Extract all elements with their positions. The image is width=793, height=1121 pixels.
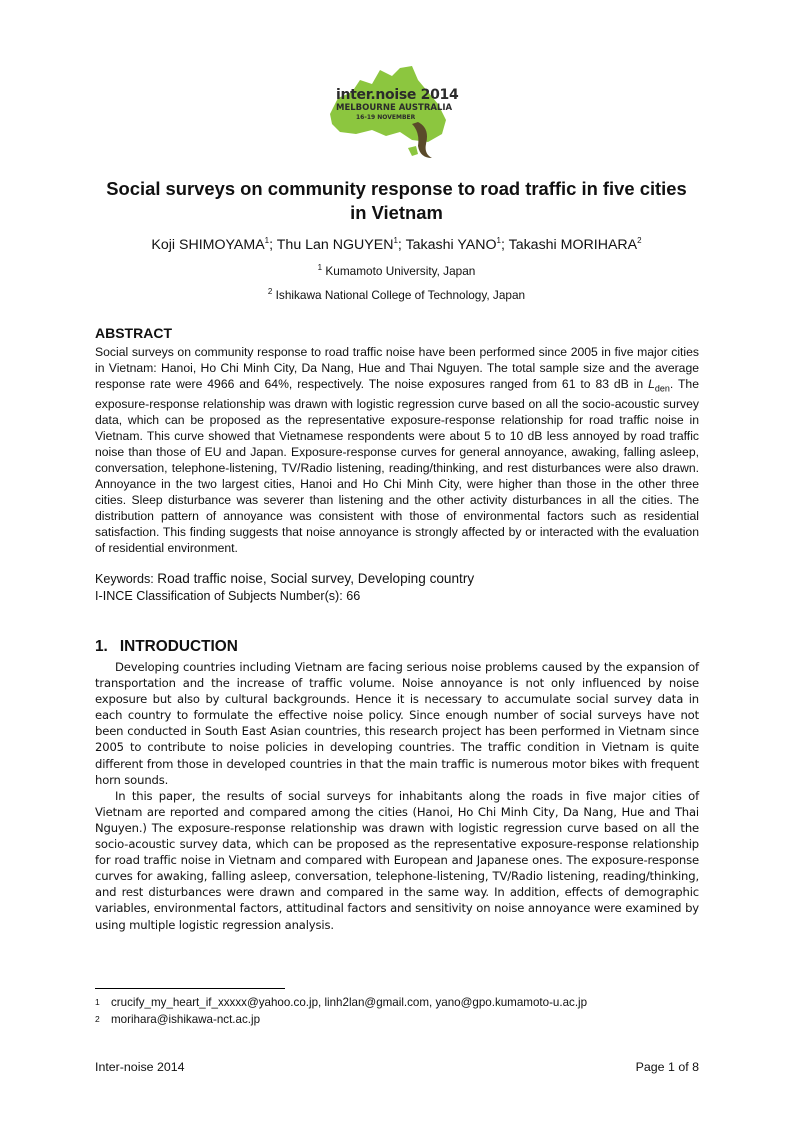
section-title: INTRODUCTION [119,638,238,655]
logo-city: MELBOURNE AUSTRALIA [336,103,453,113]
affiliation-number: 2 [267,287,273,296]
footnote-mark: 2 [95,1014,100,1024]
logo-dates: 16-19 NOVEMBER [356,114,416,121]
author-list: Koji SHIMOYAMA$^1$; Thu Lan NGUYEN$^1$; Takashi YANO$^1$; Takashi MORIHARA$^2$ [151,236,642,253]
paragraph: Developing countries including Vietnam are facing serious noise problems caused by the expansion of transportation and the increase of traffic volume. Noise annoyance is not only influenced by noise exposure but also by cultural backgrounds. Hence it is necessary to accumulate social survey data in each country to formulate the effective noise policy. Since enough number of social surveys have not been conducted in South East Asian countries, this research project has been performed in Vietnam since 2005 to contribute to noise policies in developing countries. The traffic condition in Vietnam is quite different from those in developed countries in that the main traffic is numerous motor bikes with frequent horn sounds. [95,660,699,787]
footnote-mark: 1 [95,997,100,1007]
footnote-2 [95,1012,715,1027]
classification: I-INCE Classification of Subjects Number(s): 66 [95,589,361,603]
author-affiliation-mark: 1 [264,236,270,245]
conference-logo [300,62,470,162]
author-affiliation-mark: 1 [496,236,501,245]
abstract-text-a: Social surveys on community response to road traffic noise have been performed since 2005 in five major cities in Vietnam: Hanoi, Ho Chi Minh City, Da Nang, Hue and Thai Nguyen. The total sample size and the average response rate were 4966 and 64%, respectively. The noise exposures ranged from 61 to 83 dB in [95,345,699,391]
footer-conference: Inter-noise 2014 [95,1060,185,1074]
author-name: Koji SHIMOYAMA [151,237,265,253]
footer-page-number: Page 1 of 8 [635,1060,699,1074]
footnote-text: crucify_my_heart_if_xxxxx@yahoo.co.jp, linh2lan@gmail.com, yano@gpo.kumamoto-u.ac.jp [111,996,588,1009]
affiliation-text: Kumamoto University, Japan [325,264,476,278]
abstract-body [95,344,699,556]
paper-title [60,177,733,225]
author-affiliation-mark: 1 [393,236,398,245]
author-name: Takashi YANO [405,237,497,253]
paragraph: In this paper, the results of social surveys for inhabitants along the roads in five major cities of Vietnam are reported and compared among the cities (Hanoi, Ho Chi Minh City, Da Nang, Hue and Thai Nguyen.) The exposure-response relationship was drawn with logistic regression curve based on all the socio-acoustic survey data, which can be proposed as the representative exposure-response relationship for road traffic noise in Vietnam and compared with European and Japanese ones. The exposure-response curves for awaking, falling asleep, conversation, telephone-listening, TV/Radio listening, reading/thinking, and rest disturbances were drawn and compared in the same way. In addition, effects of demographic variables, environmental factors, attitudinal factors and sensitivity on noise annoyance were examined by using multiple logistic regression analysis. [95,788,699,932]
lden-symbol: L [648,377,655,391]
section-heading [95,638,238,656]
affiliation-2 [60,288,733,302]
footnote-text: morihara@ishikawa-nct.ac.jp [111,1013,261,1026]
affiliation-1 [60,264,733,278]
lden-subscript: den [654,383,670,394]
keywords-block [95,570,474,605]
footnote-divider [95,988,285,989]
author-affiliation-mark: 2 [637,236,642,245]
title-line-2: in Vietnam [350,202,443,223]
affiliation-number: 1 [317,263,323,272]
section-number: 1. [95,638,108,655]
keywords-label: Keywords: [95,572,158,586]
title-line-1: Social surveys on community response to road traffic in five cities [106,178,687,199]
keywords-value: Road traffic noise, Social survey, Developing country [157,571,475,586]
affiliation-text: Ishikawa National College of Technology, Japan [275,288,526,302]
author-name: Takashi MORIHARA [508,237,638,253]
author-name: Thu Lan NGUYEN [276,237,394,253]
abstract-heading: ABSTRACT [95,325,172,341]
logo-name: inter.noise 2014 [336,87,459,103]
introduction-body [95,659,699,933]
abstract-text-b: . The exposure-response relationship was drawn with logistic regression curve based on all the socio-acoustic survey data, which can be proposed as the representative exposure-response relationship for road traffic noise in Vietnam. This curve showed that Vietnamese respondents were about 5 to 10 dB less annoyed by road traffic noise than those of EU and Japan. Exposure-response curves for general annoyance, awaking, falling asleep, conversation, telephone-listening, TV/Radio listening, reading/thinking, and rest disturbances were also drawn. Annoyance in the two largest cities, Hanoi and Ho Chi Minh City, were higher than those in the other three cities. Sleep disturbance was severer than listening and the other activity disturbances in all the cities. The distribution pattern of annoyance was consistent with those of environmental factors such as residential satisfaction. This finding suggests that noise annoyance is strongly affected by or interacted with the evaluation of residential environment. [95,377,699,556]
footnote-1 [95,995,715,1010]
